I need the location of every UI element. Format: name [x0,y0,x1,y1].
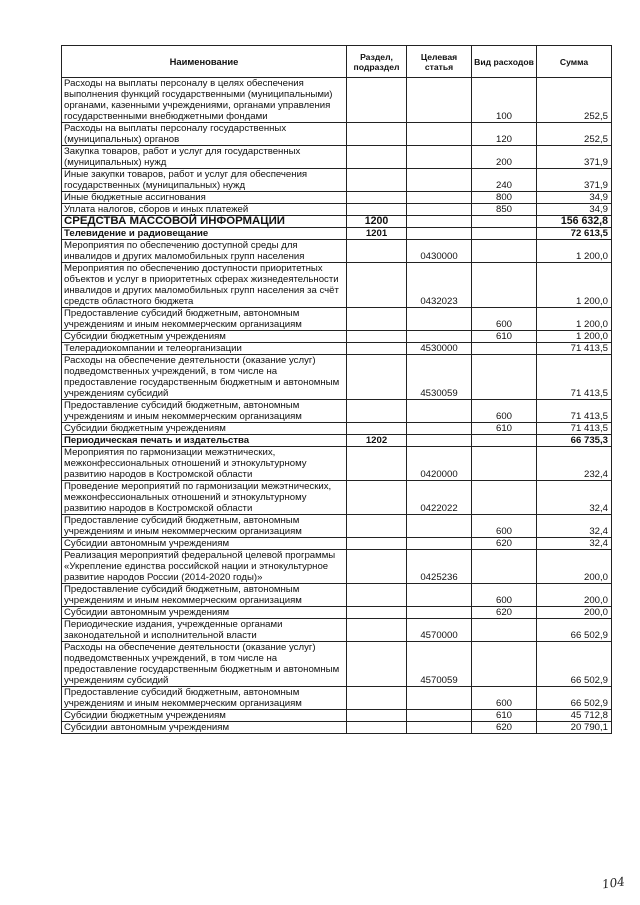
table-row [62,481,612,515]
row-article-cell: 0420000 [407,447,472,481]
row-kind-cell [472,240,537,263]
row-article-cell [407,435,472,447]
row-article-cell [407,400,472,423]
row-section-cell: 1202 [347,435,407,447]
table-row [62,123,612,146]
row-article-cell: 0425236 [407,550,472,584]
row-kind-cell: 200 [472,146,537,169]
row-name-cell: Субсидии бюджетным учреждениям [62,710,347,722]
row-section-cell [347,169,407,192]
row-kind-cell: 610 [472,331,537,343]
row-article-cell [407,192,472,204]
row-sum-cell: 71 413,5 [537,343,612,355]
row-kind-cell: 620 [472,607,537,619]
row-sum-cell: 1 200,0 [537,263,612,308]
row-article-cell [407,607,472,619]
row-article-cell [407,216,472,228]
row-sum-cell: 32,4 [537,481,612,515]
row-article-cell [407,169,472,192]
row-section-cell [347,538,407,550]
table-row [62,192,612,204]
row-section-cell [347,687,407,710]
row-section-cell [347,146,407,169]
table-row [62,169,612,192]
table-row [62,308,612,331]
row-sum-cell: 66 502,9 [537,619,612,642]
row-section-cell [347,308,407,331]
row-kind-cell [472,619,537,642]
row-name-cell: Предоставление субсидий бюджетным, автономным учреждениям и иным некоммерческим организациям [62,687,347,710]
table-row [62,607,612,619]
row-section-cell [347,710,407,722]
row-article-cell [407,204,472,216]
row-article-cell: 4570000 [407,619,472,642]
row-article-cell: 0422022 [407,481,472,515]
row-article-cell [407,123,472,146]
row-sum-cell: 34,9 [537,192,612,204]
row-name-cell: Проведение мероприятий по гармонизации межэтнических, межконфессиональных отношений и этнокультурному развитию народов в Костромской области [62,481,347,515]
table-row [62,619,612,642]
row-section-cell [347,642,407,687]
row-sum-cell: 34,9 [537,204,612,216]
row-sum-cell: 66 502,9 [537,642,612,687]
row-name-cell: Иные бюджетные ассигнования [62,192,347,204]
header-sum: Сумма [537,46,612,78]
row-sum-cell: 156 632,8 [537,216,612,228]
row-article-cell: 4530000 [407,343,472,355]
row-name-cell: Расходы на выплаты персоналу государственных (муниципальных) органов [62,123,347,146]
table-row [62,435,612,447]
row-section-cell [347,192,407,204]
row-kind-cell: 620 [472,722,537,734]
row-sum-cell: 32,4 [537,538,612,550]
table-row [62,447,612,481]
handwritten-page-number: 104 [601,874,626,892]
row-sum-cell: 71 413,5 [537,355,612,400]
row-article-cell [407,308,472,331]
row-name-cell: Субсидии автономным учреждениям [62,722,347,734]
row-article-cell [407,331,472,343]
row-sum-cell: 252,5 [537,78,612,123]
row-name-cell: Предоставление субсидий бюджетным, автономным учреждениям и иным некоммерческим организациям [62,400,347,423]
row-article-cell [407,146,472,169]
row-article-cell [407,228,472,240]
table-row [62,687,612,710]
row-kind-cell: 240 [472,169,537,192]
row-name-cell: Расходы на обеспечение деятельности (оказание услуг) подведомственных учреждений, в том числе на предоставление государственным бюджетным и автономным учреждениям субсидий [62,355,347,400]
row-sum-cell: 66 502,9 [537,687,612,710]
row-name-cell: Реализация мероприятий федеральной целевой программы «Укрепление единства российской нации и этнокультурное развитие народов России (2014-2020 годы)» [62,550,347,584]
table-row [62,78,612,123]
row-name-cell: Субсидии автономным учреждениям [62,607,347,619]
row-kind-cell: 850 [472,204,537,216]
row-name-cell: Мероприятия по гармонизации межэтнических, межконфессиональных отношений и этнокультурному развитию народов в Костромской области [62,447,347,481]
row-kind-cell: 600 [472,687,537,710]
row-kind-cell: 600 [472,400,537,423]
row-kind-cell: 600 [472,515,537,538]
row-section-cell [347,343,407,355]
table-row [62,216,612,228]
row-kind-cell [472,642,537,687]
row-article-cell [407,722,472,734]
row-section-cell: 1200 [347,216,407,228]
table-row [62,228,612,240]
row-name-cell: СРЕДСТВА МАССОВОЙ ИНФОРМАЦИИ [62,216,347,228]
row-kind-cell [472,435,537,447]
row-sum-cell: 252,5 [537,123,612,146]
row-sum-cell: 66 735,3 [537,435,612,447]
row-name-cell: Мероприятия по обеспечению доступной среды для инвалидов и других маломобильных групп населения [62,240,347,263]
table-row [62,204,612,216]
header-name: Наименование [62,46,347,78]
header-kind: Вид расходов [472,46,537,78]
row-section-cell [347,355,407,400]
row-kind-cell: 620 [472,538,537,550]
row-name-cell: Закупка товаров, работ и услуг для государственных (муниципальных) нужд [62,146,347,169]
row-section-cell [347,263,407,308]
row-sum-cell: 71 413,5 [537,400,612,423]
row-section-cell [347,584,407,607]
table-row [62,240,612,263]
row-kind-cell: 600 [472,308,537,331]
row-sum-cell: 200,0 [537,550,612,584]
row-article-cell [407,710,472,722]
row-name-cell: Иные закупки товаров, работ и услуг для обеспечения государственных (муниципальных) нужд [62,169,347,192]
row-section-cell [347,423,407,435]
row-kind-cell [472,481,537,515]
row-name-cell: Расходы на обеспечение деятельности (оказание услуг) подведомственных учреждений, в том числе на предоставление государственным бюджетным и автономным учреждениям субсидий [62,642,347,687]
row-name-cell: Мероприятия по обеспечению доступности приоритетных объектов и услуг в приоритетных сферах жизнедеятельности инвалидов и других маломобильных групп населения за счёт средств областного бюджета [62,263,347,308]
table-row [62,642,612,687]
row-sum-cell: 232,4 [537,447,612,481]
row-section-cell [347,619,407,642]
row-name-cell: Предоставление субсидий бюджетным, автономным учреждениям и иным некоммерческим организациям [62,308,347,331]
row-section-cell [347,722,407,734]
row-kind-cell [472,228,537,240]
table-row [62,343,612,355]
table-row [62,400,612,423]
header-article: Целевая статья [407,46,472,78]
row-name-cell: Субсидии бюджетным учреждениям [62,423,347,435]
row-section-cell [347,78,407,123]
row-article-cell [407,423,472,435]
row-sum-cell: 1 200,0 [537,308,612,331]
row-article-cell [407,538,472,550]
table-row [62,263,612,308]
row-sum-cell: 200,0 [537,607,612,619]
row-name-cell: Периодические издания, учрежденные органами законодательной и исполнительной власти [62,619,347,642]
row-name-cell: Предоставление субсидий бюджетным, автономным учреждениям и иным некоммерческим организациям [62,515,347,538]
row-kind-cell: 800 [472,192,537,204]
row-section-cell: 1201 [347,228,407,240]
table-row [62,550,612,584]
row-section-cell [347,550,407,584]
table-row [62,355,612,400]
row-sum-cell: 20 790,1 [537,722,612,734]
row-sum-cell: 72 613,5 [537,228,612,240]
row-sum-cell: 45 712,8 [537,710,612,722]
header-section: Раздел, подраздел [347,46,407,78]
row-section-cell [347,240,407,263]
row-section-cell [347,204,407,216]
row-section-cell [347,481,407,515]
row-sum-cell: 1 200,0 [537,331,612,343]
row-article-cell [407,78,472,123]
row-kind-cell: 610 [472,710,537,722]
budget-table-page [61,45,611,734]
row-kind-cell: 100 [472,78,537,123]
table-row [62,584,612,607]
row-section-cell [347,447,407,481]
row-sum-cell: 371,9 [537,146,612,169]
row-kind-cell: 610 [472,423,537,435]
row-section-cell [347,123,407,146]
table-row [62,146,612,169]
row-article-cell: 0432023 [407,263,472,308]
row-name-cell: Субсидии автономным учреждениям [62,538,347,550]
row-sum-cell: 200,0 [537,584,612,607]
row-name-cell: Предоставление субсидий бюджетным, автономным учреждениям и иным некоммерческим организациям [62,584,347,607]
row-section-cell [347,400,407,423]
row-kind-cell [472,550,537,584]
row-section-cell [347,331,407,343]
row-kind-cell [472,216,537,228]
row-article-cell [407,687,472,710]
row-sum-cell: 71 413,5 [537,423,612,435]
row-kind-cell [472,355,537,400]
table-row [62,331,612,343]
row-kind-cell [472,263,537,308]
row-name-cell: Субсидии бюджетным учреждениям [62,331,347,343]
row-kind-cell: 120 [472,123,537,146]
row-article-cell: 4530059 [407,355,472,400]
table-row [62,515,612,538]
row-name-cell: Телевидение и радиовещание [62,228,347,240]
row-sum-cell: 1 200,0 [537,240,612,263]
row-sum-cell: 371,9 [537,169,612,192]
table-header-row [62,46,612,78]
row-kind-cell [472,343,537,355]
row-section-cell [347,515,407,538]
row-kind-cell [472,447,537,481]
row-sum-cell: 32,4 [537,515,612,538]
table-row [62,722,612,734]
table-row [62,538,612,550]
row-name-cell: Уплата налогов, сборов и иных платежей [62,204,347,216]
row-article-cell: 0430000 [407,240,472,263]
row-article-cell [407,515,472,538]
row-article-cell [407,584,472,607]
table-row [62,423,612,435]
row-kind-cell: 600 [472,584,537,607]
row-name-cell: Периодическая печать и издательства [62,435,347,447]
row-name-cell: Телерадиокомпании и телеорганизации [62,343,347,355]
budget-table [61,45,612,734]
row-name-cell: Расходы на выплаты персоналу в целях обеспечения выполнения функций государственными (муниципальными) органами, казенными учреждениями, органами управления государственными внебюджетными фондами [62,78,347,123]
table-row [62,710,612,722]
row-section-cell [347,607,407,619]
row-article-cell: 4570059 [407,642,472,687]
